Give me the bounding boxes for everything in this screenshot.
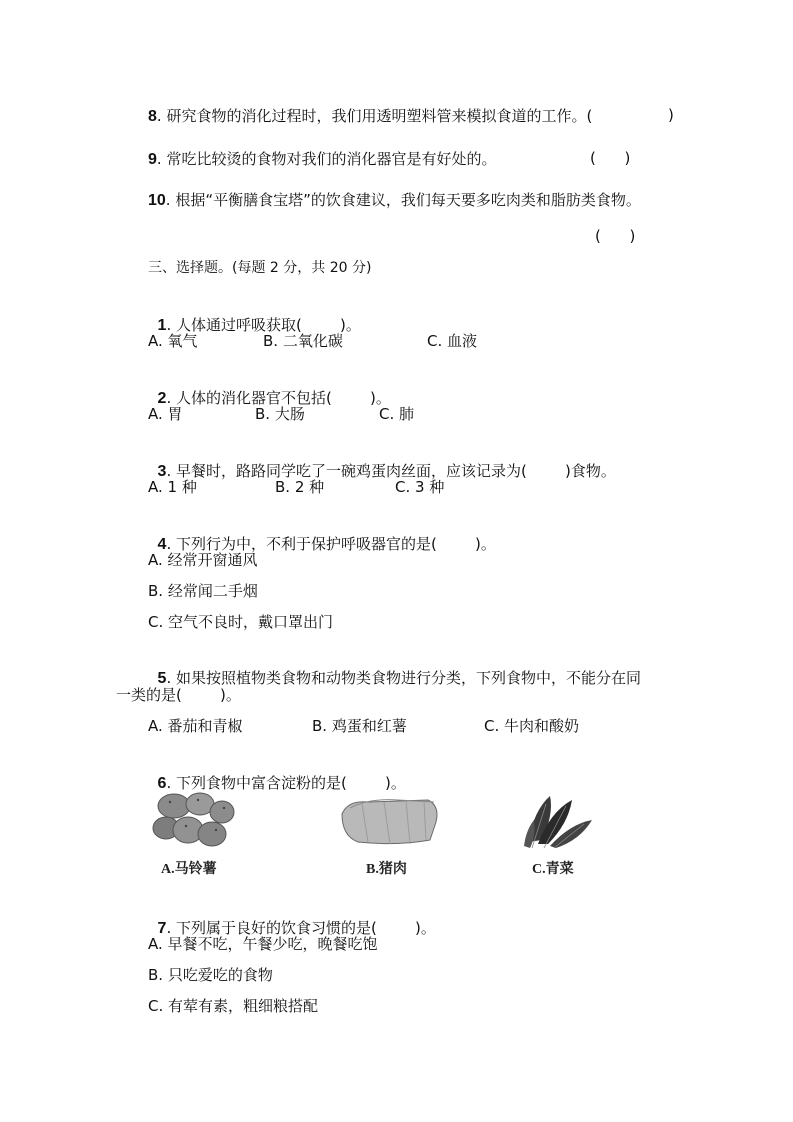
options-5: [148, 716, 579, 736]
answer-paren-9[interactable]: ( ): [590, 149, 631, 167]
question-6: 6. 下列食物中富含淀粉的是( )。: [157, 774, 406, 792]
question-5-continued: 一类的是( )。: [116, 686, 241, 704]
option-c[interactable]: C. 血液: [427, 332, 478, 350]
question-2: 2. 人体的消化器官不包括( )。: [157, 389, 391, 407]
option-b[interactable]: B. 二氧化碳: [263, 332, 343, 350]
answer-paren-8-close[interactable]: ): [668, 106, 674, 124]
pork-image[interactable]: [338, 792, 442, 848]
option-a[interactable]: A. 氧气: [148, 332, 198, 350]
option-c[interactable]: C. 有荤有素，粗细粮搭配: [148, 997, 319, 1015]
options-3: [148, 477, 444, 497]
option-a[interactable]: A. 1 种: [148, 478, 197, 496]
option-a[interactable]: A. 早餐不吃，午餐少吃，晚餐吃饱: [148, 935, 378, 953]
judge-item-8: 8. 研究食物的消化过程时，我们用透明塑料管来模拟食道的工作。(: [148, 107, 593, 125]
question-3: 3. 早餐时，路路同学吃了一碗鸡蛋肉丝面，应该记录为( )食物。: [157, 462, 616, 480]
question-1: 1. 人体通过呼吸获取( )。: [157, 316, 361, 334]
option-c[interactable]: C. 牛肉和酸奶: [484, 717, 580, 735]
judge-item-9: 9. 常吃比较烫的食物对我们的消化器官是有好处的。: [148, 150, 497, 168]
answer-paren-10[interactable]: ( ): [595, 227, 636, 245]
caption-c: C.青菜: [532, 862, 574, 877]
greens-image[interactable]: [520, 790, 596, 852]
caption-a: A.马铃薯: [161, 862, 217, 877]
option-b[interactable]: B. 鸡蛋和红薯: [312, 717, 407, 735]
question-7: 7. 下列属于良好的饮食习惯的是( )。: [157, 919, 436, 937]
option-c[interactable]: C. 肺: [379, 405, 415, 423]
question-4: 4. 下列行为中，不利于保护呼吸器官的是( )。: [157, 535, 496, 553]
section-title: 三、选择题。(每题 2 分，共 20 分): [148, 260, 372, 276]
option-b[interactable]: B. 经常闻二手烟: [148, 582, 258, 600]
option-a[interactable]: A. 经常开窗通风: [148, 551, 258, 569]
option-c[interactable]: C. 空气不良时，戴口罩出门: [148, 613, 334, 631]
option-a[interactable]: A. 胃: [148, 405, 183, 423]
option-b[interactable]: B. 只吃爱吃的食物: [148, 966, 273, 984]
judge-item-10: 10. 根据“平衡膳食宝塔”的饮食建议，我们每天要多吃肉类和脂肪类食物。: [148, 191, 641, 209]
potato-image[interactable]: [150, 790, 236, 852]
options-2: [148, 404, 414, 424]
option-c[interactable]: C. 3 种: [395, 478, 445, 496]
option-b[interactable]: B. 大肠: [255, 405, 305, 423]
option-b[interactable]: B. 2 种: [275, 478, 325, 496]
question-5: 5. 如果按照植物类食物和动物类食物进行分类，下列食物中，不能分在同: [157, 669, 641, 687]
options-1: [148, 331, 477, 351]
caption-b: B.猪肉: [366, 862, 407, 877]
option-a[interactable]: A. 番茄和青椒: [148, 717, 243, 735]
